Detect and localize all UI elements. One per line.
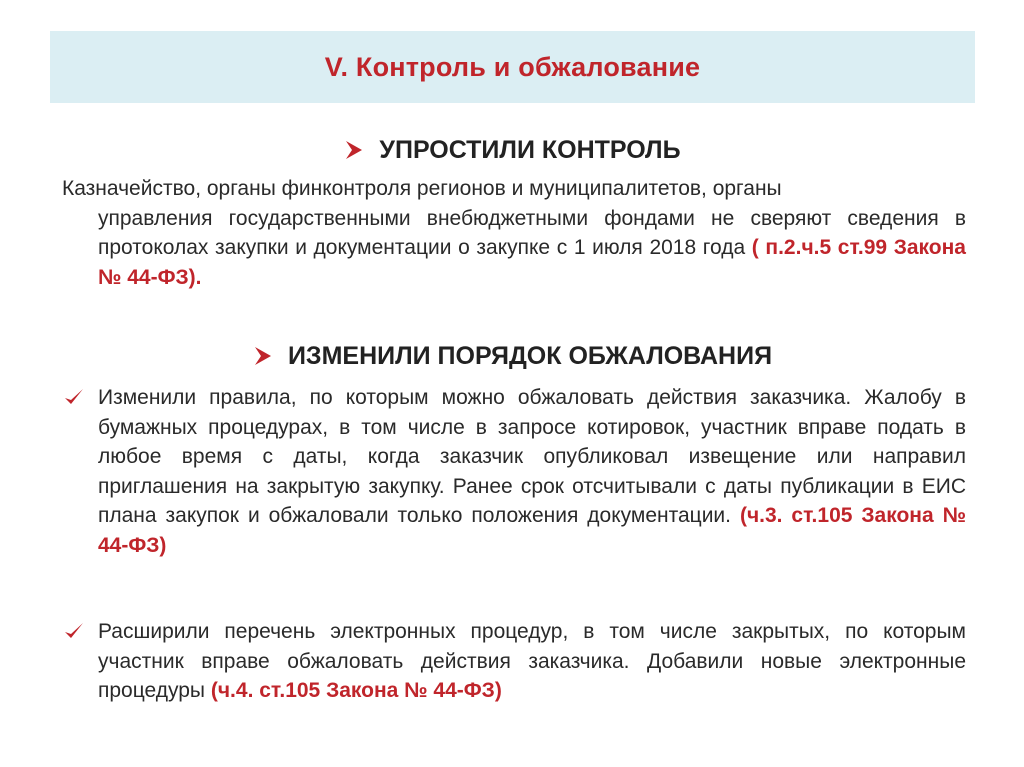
slide-title: V. Контроль и обжалование [324, 51, 701, 82]
title-banner [50, 31, 975, 103]
list-item-text: Изменили правила, по которым можно обжаловать действия заказчика. Жалобу в бумажных процедурах, в том числе в запросе котировок, участник вправе подать в любое время с даты, когда заказчик опубликовал извещение или направил приглашения на закрытую закупку. Ранее срок отсчитывали с даты публикации в ЕИС плана закупок и обжаловали только положения документации. [98, 386, 966, 528]
list-item [98, 383, 966, 561]
checkmark-icon [62, 619, 84, 641]
list-item-reference: (ч.3. ст.105 Закона № 44-ФЗ) [98, 504, 966, 557]
arrow-right-icon [343, 139, 365, 161]
section1-text-rest: управления государственными внебюджетными фондами не сверяют сведения в протоколах закупки и документации о закупке с 1 июля 2018 года [98, 206, 966, 260]
section2-heading [0, 338, 1024, 374]
section1-text-first-line: Казначейство, органы финконтроля регионов и муниципалитетов, органы [62, 177, 782, 200]
list-item-reference: (ч.4. ст.105 Закона № 44-ФЗ) [210, 679, 502, 703]
section1-heading-text: УПРОСТИЛИ КОНТРОЛЬ [379, 135, 681, 164]
list-item-text: Расширили перечень электронных процедур, в том числе закрытых, по которым участник вправе обжаловать действия заказчика. Добавили новые электронные процедуры [98, 620, 966, 703]
arrow-right-icon [252, 345, 274, 367]
section1-text-rest-block [62, 204, 966, 293]
section2-heading-text: ИЗМЕНИЛИ ПОРЯДОК ОБЖАЛОВАНИЯ [287, 341, 773, 370]
section1-heading [0, 132, 1024, 168]
section1-reference: ( п.2.ч.5 ст.99 Закона № 44-ФЗ). [98, 236, 966, 289]
section1-paragraph [62, 174, 966, 292]
list-item [98, 617, 966, 706]
checkmark-icon [62, 385, 84, 407]
